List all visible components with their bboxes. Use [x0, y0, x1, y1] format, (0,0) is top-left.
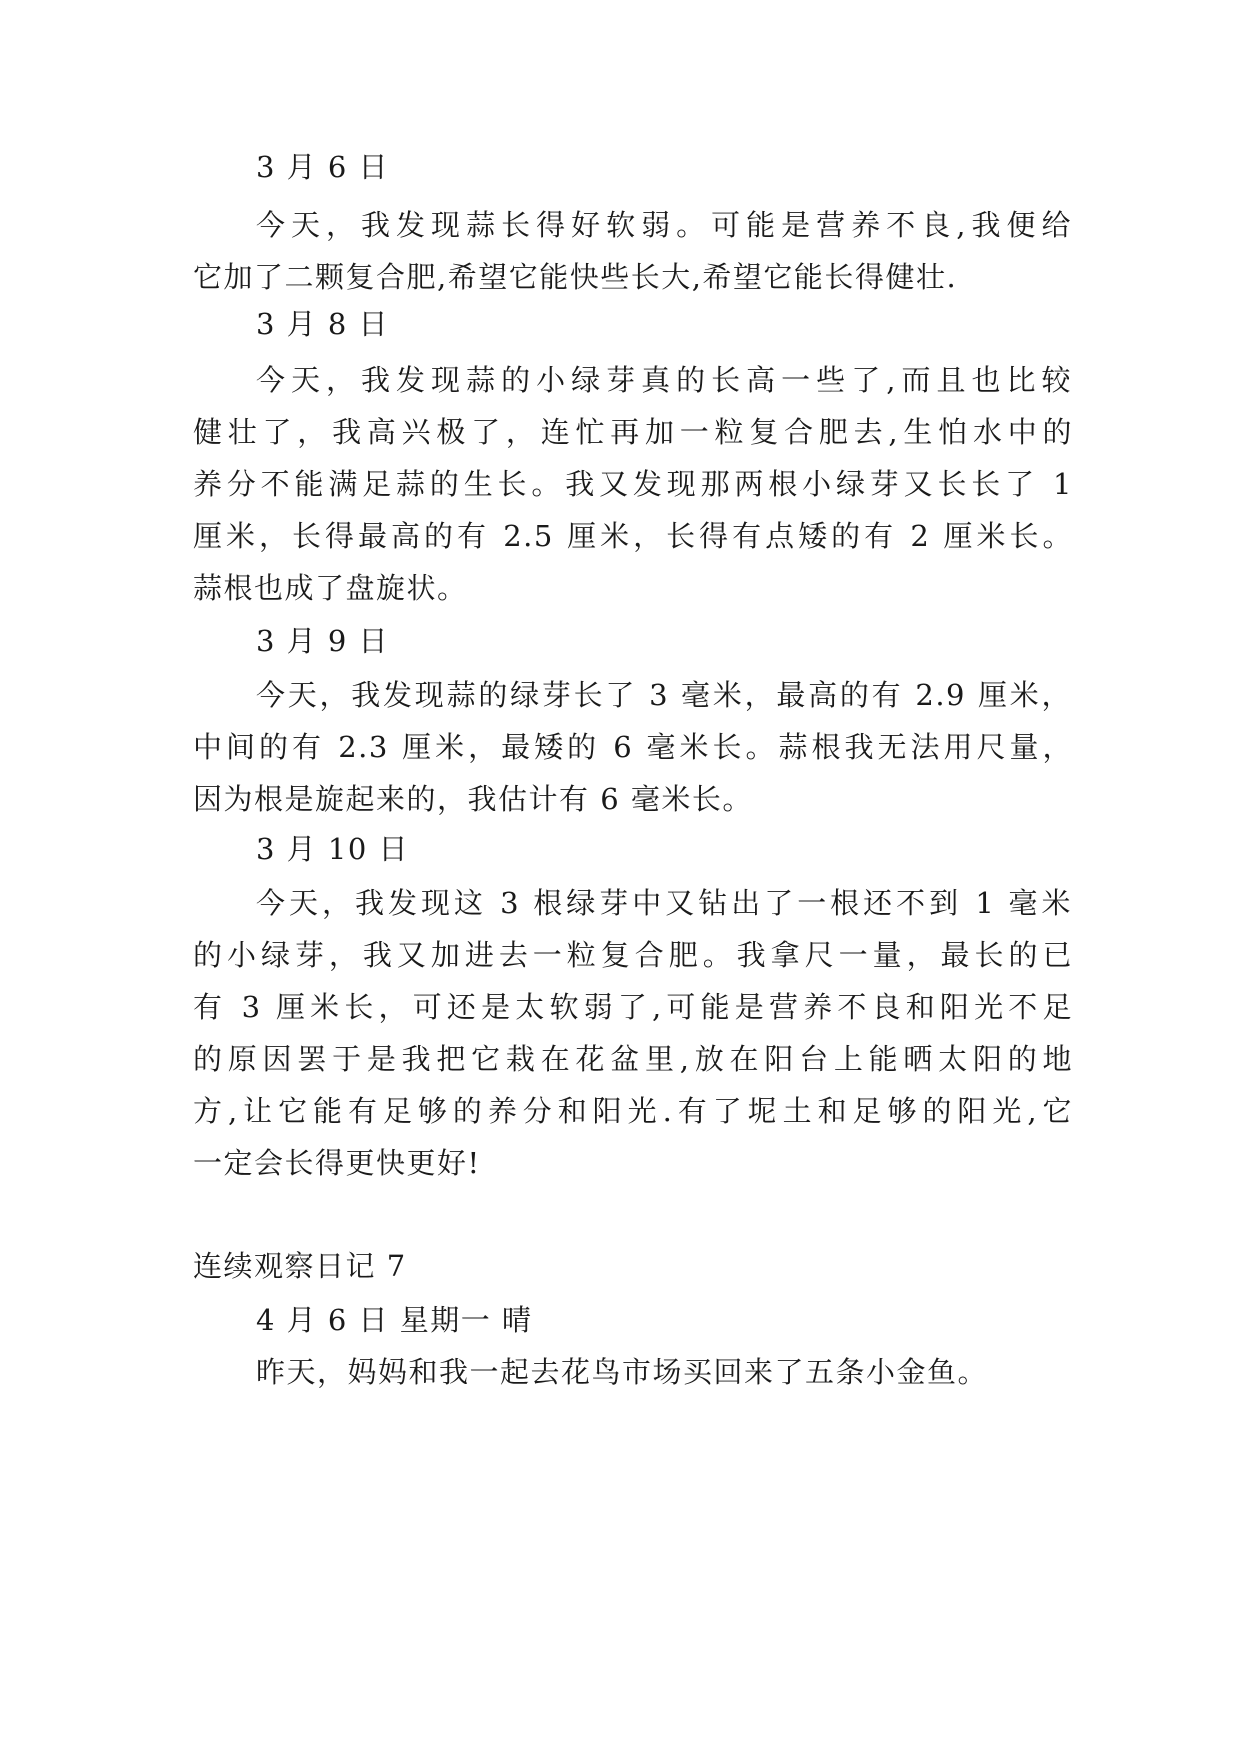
paragraph-line: 今天，我发现蒜的小绿芽真的长高一些了,而且也比较	[256, 363, 1072, 397]
paragraph-line: 方,让它能有足够的养分和阳光.有了坭土和足够的阳光,它	[193, 1094, 1073, 1128]
paragraph-line: 今天，我发现蒜的绿芽长了 3 毫米，最高的有 2.9 厘米，	[256, 678, 1072, 712]
paragraph-line: 的原因罢于是我把它栽在花盆里,放在阳台上能晒太阳的地	[193, 1042, 1073, 1076]
paragraph-line: 有 3 厘米长，可还是太软弱了,可能是营养不良和阳光不足	[193, 990, 1073, 1024]
paragraph-line: 的小绿芽，我又加进去一粒复合肥。我拿尺一量，最长的已	[193, 938, 1073, 972]
paragraph-line: 昨天，妈妈和我一起去花鸟市场买回来了五条小金鱼。	[256, 1355, 989, 1389]
paragraph-line: 它加了二颗复合肥,希望它能快些长大,希望它能长得健壮.	[193, 260, 958, 294]
paragraph-line: 今天，我发现这 3 根绿芽中又钻出了一根还不到 1 毫米	[256, 886, 1072, 920]
paragraph-line: 一定会长得更快更好!	[193, 1146, 481, 1180]
paragraph-line: 厘米，长得最高的有 2.5 厘米，长得有点矮的有 2 厘米长。	[193, 519, 1073, 553]
paragraph-line: 中间的有 2.3 厘米，最矮的 6 毫米长。蒜根我无法用尺量，	[193, 730, 1073, 764]
date-heading: 4 月 6 日 星期一 晴	[256, 1303, 533, 1337]
date-heading: 3 月 9 日	[256, 624, 390, 658]
paragraph-line: 健壮了，我高兴极了，连忙再加一粒复合肥去,生怕水中的	[193, 415, 1073, 449]
paragraph-line: 蒜根也成了盘旋状。	[193, 571, 468, 605]
paragraph-line: 今天，我发现蒜长得好软弱。可能是营养不良,我便给	[256, 208, 1072, 242]
paragraph-line: 养分不能满足蒜的生长。我又发现那两根小绿芽又长长了 1	[193, 467, 1073, 501]
paragraph-line: 因为根是旋起来的，我估计有 6 毫米长。	[193, 782, 753, 816]
date-heading: 3 月 10 日	[256, 832, 410, 866]
date-heading: 3 月 8 日	[256, 307, 390, 341]
date-heading: 3 月 6 日	[256, 150, 390, 184]
section-title: 连续观察日记 7	[193, 1249, 407, 1283]
